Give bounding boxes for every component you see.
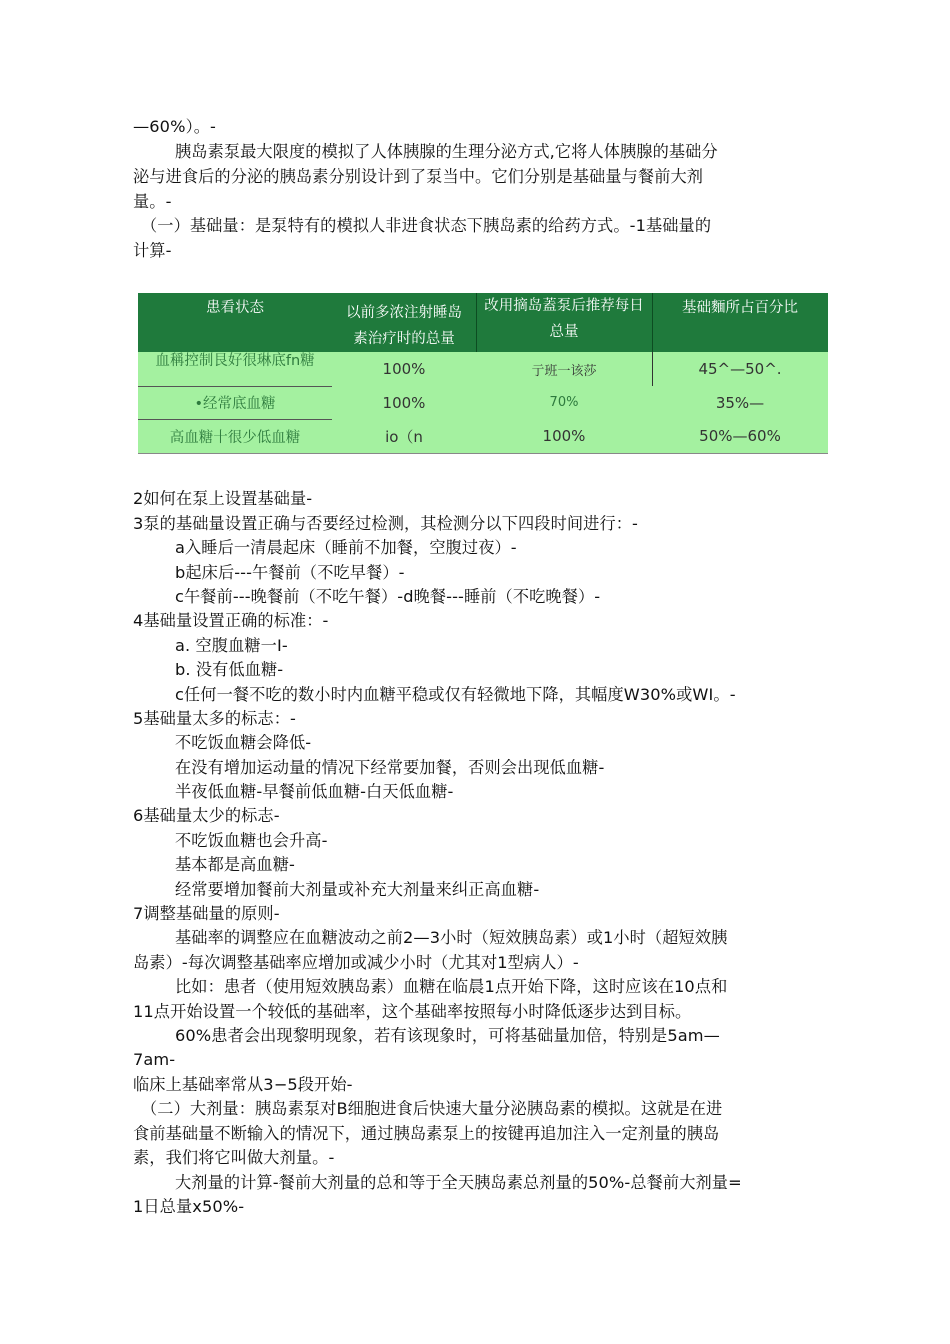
paragraph-line: 基础率的调整应在血糖波动之前2—3小时（短效胰岛素）或1小时（超短效胰 — [175, 928, 728, 947]
table-cell: 亍班一该莎 — [531, 363, 597, 379]
list-item: b起床后---午餐前（不吃早餐）- — [175, 563, 405, 582]
table-cell: •经常底血糖 — [194, 396, 276, 412]
list-item: 经常要增加餐前大剂量或补充大剂量来纠正高血糖- — [175, 880, 540, 899]
list-heading: 6基础量太少的标志- — [133, 806, 280, 825]
paragraph-line: 胰岛素泵最大限度的模拟了人体胰腺的生理分泌方式,它将人体胰腺的基础分 — [175, 142, 718, 161]
list-item: b. 没有低血糖- — [175, 660, 284, 679]
list-item: c午餐前---晚餐前（不吃午餐）-d晚餐---睡前（不吃晚餐）- — [175, 587, 601, 606]
section-heading-bolus: （二）大剂量：胰岛素泵对B细胞进食后快速大量分泌胰岛素的模拟。这就是在进 — [141, 1099, 723, 1118]
table-cell: 100% — [382, 393, 426, 412]
paragraph-line: 比如：患者（使用短效胰岛素）血糖在临晨1点开始下降，这时应该在10点和 — [175, 977, 728, 996]
paragraph-line: 11点开始设置一个较低的基础率，这个基础率按照每小时降低逐步达到目标。 — [133, 1002, 692, 1021]
table-cell: 35%— — [715, 393, 765, 412]
section-heading-basal: （一）基础量：是泵特有的模拟人非进食状态下胰岛素的给药方式。-1基础量的 — [141, 216, 712, 235]
paragraph-line: 7am- — [133, 1050, 176, 1069]
list-item: a入睡后一清晨起床（睡前不加餐，空腹过夜）- — [175, 538, 517, 557]
paragraph-line: 量。- — [133, 192, 172, 211]
list-heading: 7调整基础量的原则- — [133, 904, 280, 923]
table-divider — [652, 293, 653, 352]
table-header-cell: 基础麵所占百分比 — [652, 293, 828, 354]
list-heading: 3泵的基础量设置正确与否要经过检测，其检测分以下四段时间进行：- — [133, 514, 638, 533]
table-cell: 血稱控制艮好很琳底fn糖 — [155, 352, 315, 369]
list-item: 不吃饭血糖也会升高- — [175, 831, 328, 850]
table-cell: 100% — [542, 427, 586, 445]
paragraph-line: 岛素）-每次调整基础率应增加或减少小时（尤其对1型病人）- — [133, 953, 579, 972]
paragraph-line: 泌与进食后的分泌的胰岛素分别设计到了泵当中。它们分别是基础量与餐前大剂 — [133, 167, 704, 186]
list-item: 半夜低血糖-早餐前低血糖-白天低血糖- — [175, 782, 454, 801]
table-cell: 70% — [549, 395, 579, 410]
paragraph-line: 临床上基础率常从3−5段开始- — [133, 1075, 353, 1094]
paragraph-line: 大剂量的计算-餐前大剂量的总和等于全天胰岛素总剂量的50%-总餐前大剂量= — [175, 1173, 742, 1192]
paragraph-line: —60%）。- — [133, 117, 216, 136]
table-cell: 100% — [382, 360, 426, 378]
paragraph-line: 1日总量x50%- — [133, 1197, 245, 1216]
table-header-cell: 改用摘岛蓋泵后推荐每日总量 — [476, 293, 652, 352]
table-header-cell: 以前多浓注射睡岛素治疗时的总量 — [332, 293, 476, 352]
table-cell: 高血糖十很少低血糖 — [169, 429, 301, 446]
table-header-cell: 患看状态 — [138, 293, 332, 354]
list-heading: 2如何在泵上设置基础量- — [133, 489, 313, 508]
paragraph-line: 素，我们将它叫做大剂量。- — [133, 1148, 335, 1167]
table-divider — [476, 293, 477, 352]
paragraph-line: 计算- — [133, 241, 172, 260]
basal-dose-table — [138, 293, 828, 454]
list-item: 基本都是高血糖- — [175, 855, 295, 874]
list-item: 不吃饭血糖会降低- — [175, 733, 312, 752]
list-heading: 4基础量设置正确的标准：- — [133, 611, 329, 630]
list-item: a. 空腹血糖一I- — [175, 636, 288, 655]
list-item: 在没有增加运动量的情况下经常要加餐，否则会出现低血糖- — [175, 758, 605, 777]
table-cell: 45^—50^. — [698, 360, 782, 378]
paragraph-line: 食前基础量不断输入的情况下，通过胰岛素泵上的按键再追加注入一定剂量的胰岛 — [133, 1124, 720, 1143]
list-item: c任何一餐不吃的数小时内血糖平稳或仅有轻微地下降，其幅度W30%或WI。- — [175, 685, 736, 704]
table-cell: 50%—60% — [699, 427, 781, 445]
table-cell: io（n — [385, 427, 423, 446]
list-heading: 5基础量太多的标志：- — [133, 709, 296, 728]
paragraph-line: 60%患者会出现黎明现象，若有该现象时，可将基础量加倍，特别是5am— — [175, 1026, 720, 1045]
